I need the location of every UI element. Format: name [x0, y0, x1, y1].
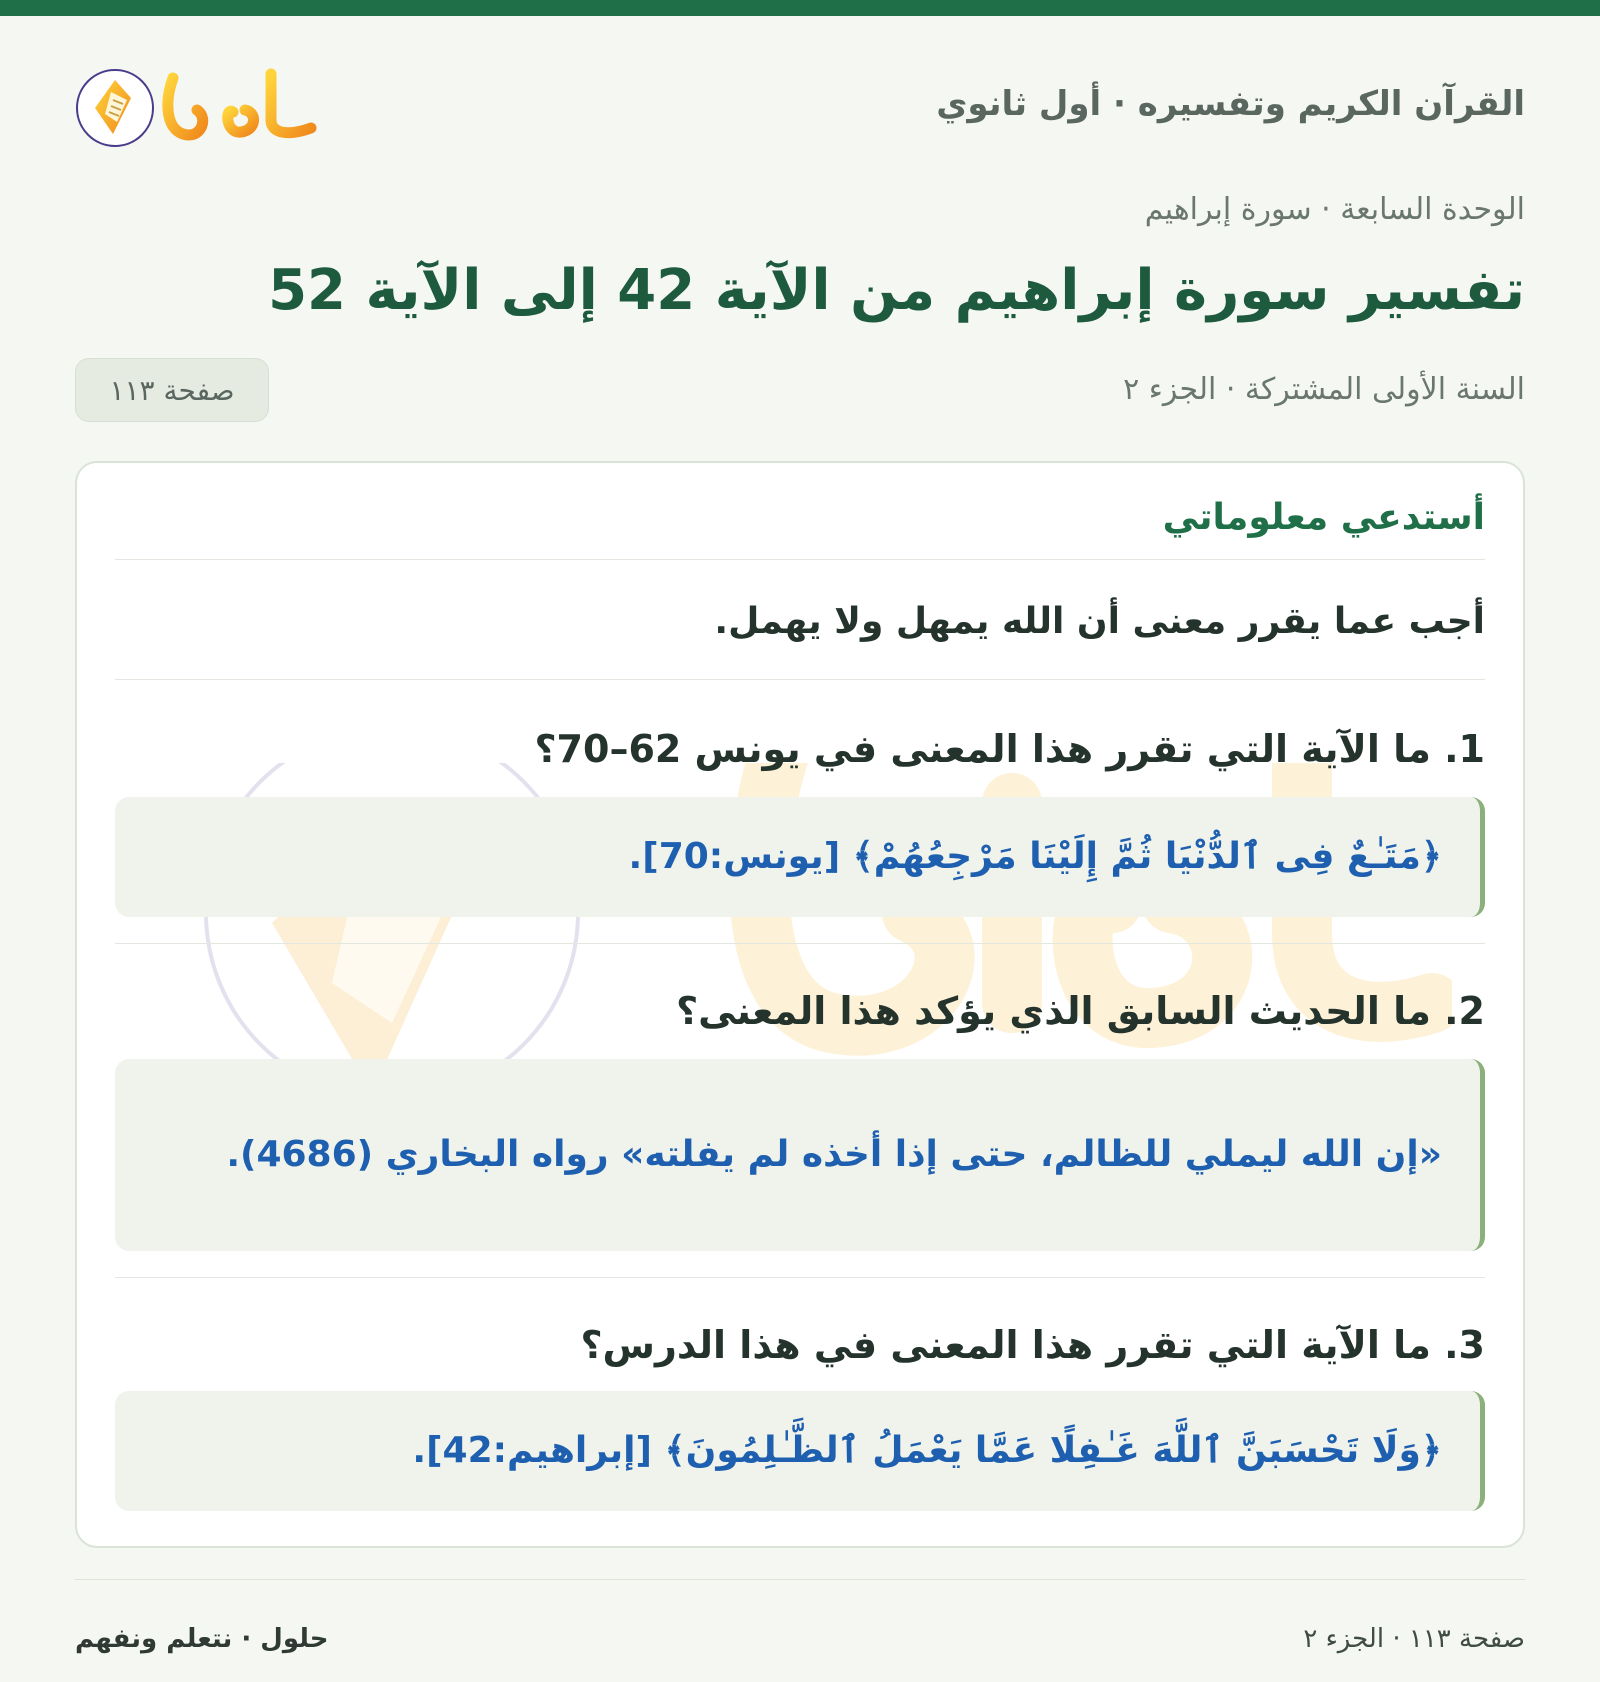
section-divider	[115, 559, 1485, 560]
question-2-divider	[115, 1277, 1485, 1278]
prompt-divider	[115, 679, 1485, 680]
breadcrumb: الوحدة السابعة · سورة إبراهيم	[1144, 192, 1525, 227]
exercise-prompt: أجب عما يقرر معنى أن الله يمهل ولا يهمل.	[714, 601, 1485, 642]
brand-logo[interactable]	[75, 56, 335, 166]
answer-3-text: ﴿وَلَا تَحْسَبَنَّ ٱللَّهَ غَـٰفِلًا عَمَّا يَعْمَلُ ٱلظَّـٰلِمُونَ﴾ [إبراهيم:42].	[412, 1430, 1442, 1471]
answer-2	[115, 1059, 1485, 1251]
footer-brand-tagline: حلول · نتعلم ونفهم	[75, 1624, 329, 1654]
answer-2-text: «إن الله ليملي للظالم، حتى إذا أخذه لم يفلته» رواه البخاري (4686).	[226, 1134, 1442, 1175]
question-1: 1. ما الآية التي تقرر هذا المعنى في يونس 62–70؟	[534, 727, 1485, 771]
top-accent-bar	[0, 0, 1600, 16]
page-number-badge: صفحة ١١٣	[75, 358, 269, 422]
brand-wordmark	[168, 74, 311, 135]
section-title: أستدعي معلوماتي	[1162, 497, 1485, 538]
answer-1	[115, 797, 1485, 917]
footer-page-info: صفحة ١١٣ · الجزء ٢	[1303, 1624, 1525, 1654]
book-in-circle-logo	[77, 70, 153, 146]
page	[75, 16, 1525, 1654]
page-title: تفسير سورة إبراهيم من الآية 42 إلى الآية 52	[268, 258, 1525, 323]
answer-3	[115, 1391, 1485, 1511]
footer-divider	[75, 1579, 1525, 1580]
lesson-card	[75, 461, 1525, 1548]
question-1-divider	[115, 943, 1485, 944]
header	[75, 16, 1525, 196]
subject-title: القرآن الكريم وتفسيره · أول ثانوي	[936, 84, 1525, 124]
answer-1-text: ﴿مَتَـٰعٌ فِى ٱلدُّنْيَا ثُمَّ إِلَيْنَا مَرْجِعُهُمْ﴾ [يونس:70].	[628, 836, 1442, 877]
question-3: 3. ما الآية التي تقرر هذا المعنى في هذا الدرس؟	[580, 1323, 1485, 1367]
lesson-meta: السنة الأولى المشتركة · الجزء ٢	[1123, 372, 1525, 407]
question-2: 2. ما الحديث السابق الذي يؤكد هذا المعنى؟	[676, 989, 1485, 1033]
